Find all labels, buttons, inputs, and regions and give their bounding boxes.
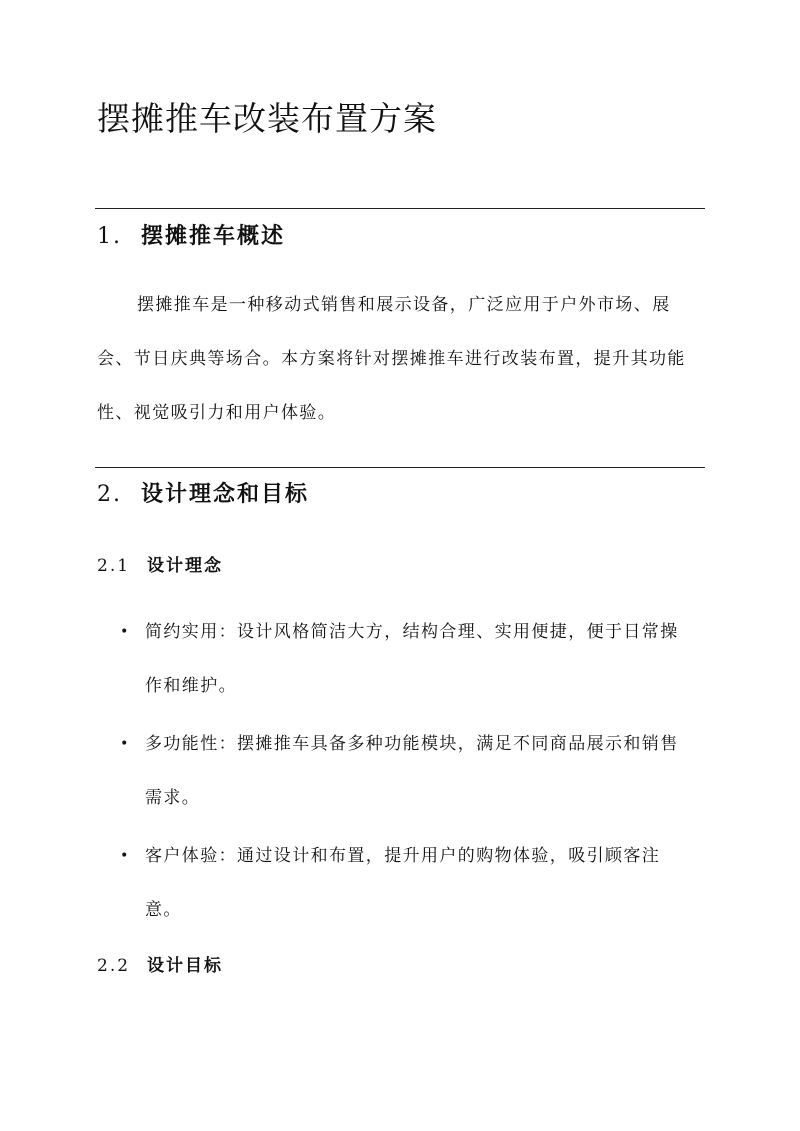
section-2-heading [97,476,309,513]
section-2-number: 2. [97,482,122,507]
bullet-icon: • [120,848,130,864]
bullet-icon: • [120,624,130,640]
section-1-heading [97,218,285,255]
section-1-paragraph-text: 摆摊推车是一种移动式销售和展示设备，广泛应用于户外市场、展会、节日庆典等场合。本方案将针对摆摊推车进行改装布置，提升其功能性、视觉吸引力和用户体验。 [97,295,686,423]
subsection-2-2-heading [97,951,223,981]
subsection-2-2-title: 设计目标 [147,956,223,976]
section-1-paragraph [97,278,705,440]
bullet-icon: • [120,736,130,752]
list-item-text: 多功能性：摆摊推车具备多种功能模块，满足不同商品展示和销售需求。 [145,734,679,808]
list-item [115,605,695,713]
subsection-2-1-heading [97,551,223,581]
list-item-text: 简约实用：设计风格简洁大方，结构合理、实用便捷，便于日常操作和维护。 [145,622,679,696]
section-1-number: 1. [97,224,122,249]
section-1-title: 摆摊推车概述 [141,223,286,249]
section-divider [95,467,705,468]
subsection-2-1-number: 2.1 [97,556,131,576]
section-2-title: 设计理念和目标 [141,481,310,507]
document-title: 摆摊推车改装布置方案 [97,99,437,138]
design-concept-list [115,605,695,941]
list-item-text: 客户体验：通过设计和布置，提升用户的购物体验，吸引顾客注意。 [145,846,661,920]
subsection-2-2-number: 2.2 [97,956,131,976]
subsection-2-1-title: 设计理念 [147,556,223,576]
list-item [115,717,695,825]
list-item [115,829,695,937]
section-divider [95,208,705,209]
